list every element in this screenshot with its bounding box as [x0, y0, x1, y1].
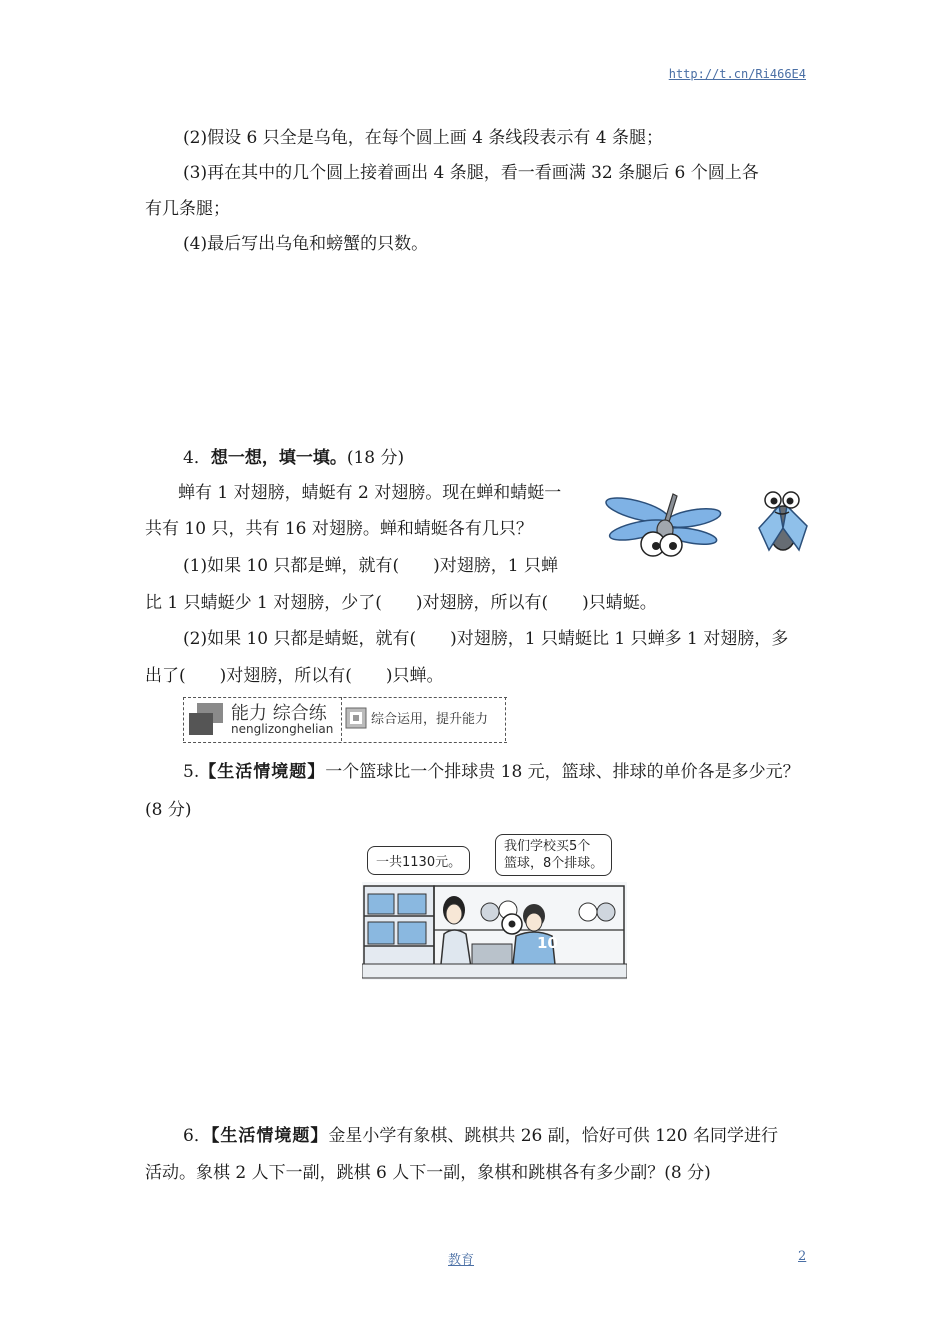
q4-part-1-line-2: 比 1 只蜻蜓少 1 对翅膀，少了( )对翅膀，所以有( )只蜻蜓。 [145, 593, 657, 613]
banner-right-edge [505, 697, 507, 741]
q3-step-2: (2)假设 6 只全是乌龟，在每个圆上画 4 条线段表示有 4 条腿； [183, 128, 663, 148]
shop-illustration [362, 832, 627, 980]
q4-desc-line-2: 共有 10 只，共有 16 对翅膀。蝉和蜻蜓各有几只？ [145, 519, 533, 539]
speech-bubble-right-line-2: 篮球，8个排球。 [504, 856, 604, 871]
q3-step-3-line-2: 有几条腿； [145, 199, 230, 219]
q4-number: 4． [183, 448, 211, 468]
q4-desc-line-1: 蝉有 1 对翅膀，蜻蜓有 2 对翅膀。现在蝉和蜻蜓一 [178, 483, 562, 503]
page-number: 2 [798, 1249, 807, 1264]
source-link[interactable]: http://t.cn/Ri466E4 [668, 67, 806, 81]
q4-part-1-line-1: (1)如果 10 只都是蝉，就有( )对翅膀，1 只蝉 [183, 556, 559, 576]
banner-divider [341, 697, 343, 741]
banner-title: 能力 综合练 [231, 703, 327, 724]
q4-part-2-line-1: (2)如果 10 只都是蜻蜓，就有( )对翅膀，1 只蜻蜓比 1 只蝉多 1 对翅膀，多 [183, 629, 789, 649]
q4-score: (18 分) [346, 448, 405, 468]
q6-text-line-1 [183, 1125, 778, 1147]
speech-bubble-right [495, 834, 612, 876]
q6-number: 6． [183, 1126, 211, 1146]
q3-step-3-line-1: (3)再在其中的几个圆上接着画出 4 条腿，看一看画满 32 条腿后 6 个圆上各 [183, 163, 759, 183]
banner-left-edge [183, 697, 185, 741]
q5-question: 一个篮球比一个排球贵 18 元，篮球、排球的单价各是多少元？ [325, 762, 800, 782]
q4-heading [183, 447, 404, 469]
dragonfly-illustration [603, 488, 725, 560]
q5-tag: 【生活情境题】 [199, 762, 326, 782]
q4-title: 想一想，填一填。 [210, 448, 347, 468]
banner-slogan: 综合运用，提升能力 [371, 712, 489, 727]
section-banner [183, 697, 507, 741]
banner-block-icon [189, 703, 223, 735]
footer-link[interactable]: 教育 [448, 1253, 475, 1268]
q5-number: 5. [183, 762, 200, 782]
cicada-illustration [751, 488, 813, 558]
q6-text-line-2: 活动。象棋 2 人下一副，跳棋 6 人下一副，象棋和跳棋各有多少副？(8 分) [145, 1163, 711, 1183]
q5-text-line-2: (8 分) [145, 800, 192, 820]
jersey-number: 10 [537, 934, 558, 952]
q5-text-line-1 [183, 761, 800, 783]
speech-bubble-left: 一共1130元。 [367, 846, 470, 875]
q3-step-4: (4)最后写出乌龟和螃蟹的只数。 [183, 234, 429, 254]
q4-part-2-line-2: 出了( )对翅膀，所以有( )只蝉。 [145, 666, 444, 686]
q6-tag: 【生活情境题】 [210, 1126, 329, 1146]
banner-square-icon [345, 707, 367, 729]
speech-bubble-right-line-1: 我们学校买5个 [504, 839, 591, 854]
q6-question: 金星小学有象棋、跳棋共 26 副，恰好可供 120 名同学进行 [328, 1126, 779, 1146]
banner-pinyin: nenglizonghelian [231, 722, 334, 736]
